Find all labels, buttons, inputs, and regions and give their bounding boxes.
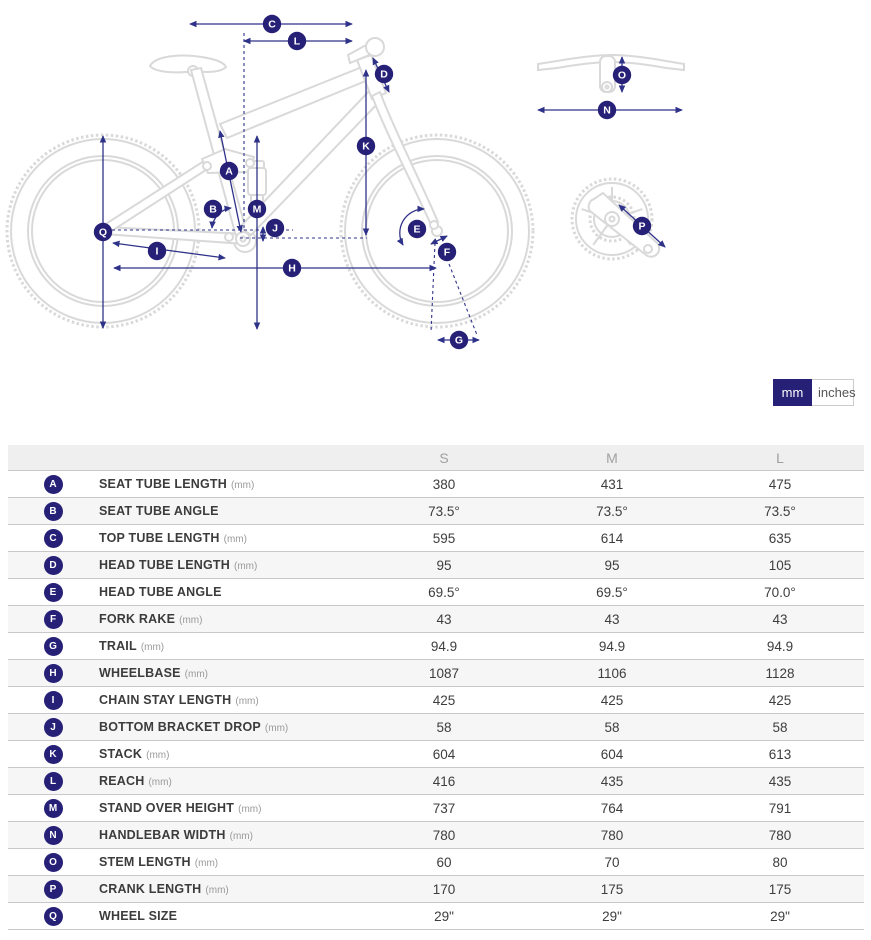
dim-badge-e	[408, 220, 426, 238]
table-row	[8, 606, 864, 633]
row-value-l: 29"	[770, 908, 790, 924]
table-header-row	[8, 445, 864, 471]
row-letter-badge: L	[44, 772, 63, 791]
table-row	[8, 525, 864, 552]
row-label: HEAD TUBE ANGLE	[99, 585, 222, 599]
dim-badge-a	[220, 162, 238, 180]
row-letter-badge: O	[44, 853, 63, 872]
geometry-diagram	[0, 0, 871, 372]
row-unit: (mm)	[184, 669, 208, 680]
table-row	[8, 903, 864, 930]
row-value-s: 425	[432, 692, 456, 708]
row-unit: (mm)	[146, 750, 170, 761]
row-value-s: 58	[436, 719, 452, 735]
row-value-s: 380	[432, 476, 456, 492]
row-value-m: 604	[600, 746, 624, 762]
svg-text:B: B	[209, 203, 217, 216]
svg-text:L: L	[293, 35, 301, 48]
row-label: REACH	[99, 774, 145, 788]
dim-badge-o	[613, 66, 631, 84]
row-value-s: 1087	[428, 665, 460, 681]
row-unit: (mm)	[229, 831, 253, 842]
col-header-s: S	[360, 445, 528, 471]
row-unit: (mm)	[235, 696, 259, 707]
svg-text:M: M	[252, 203, 262, 216]
row-value-m: 614	[600, 530, 624, 546]
row-label: SEAT TUBE ANGLE	[99, 504, 219, 518]
row-letter-badge: K	[44, 745, 63, 764]
row-unit: (mm)	[148, 777, 172, 788]
row-letter-badge: E	[44, 583, 63, 602]
row-letter-badge: H	[44, 664, 63, 683]
row-label: HANDLEBAR WIDTH	[99, 828, 226, 842]
geometry-table	[8, 445, 864, 930]
row-letter-badge: F	[44, 610, 63, 629]
row-unit: (mm)	[264, 723, 289, 734]
row-value-m: 764	[600, 800, 624, 816]
row-label: WHEEL SIZE	[99, 909, 178, 923]
row-label: STEM LENGTH	[99, 855, 191, 869]
row-value-m: 175	[600, 881, 624, 897]
row-value-l: 175	[768, 881, 792, 897]
row-value-l: 613	[768, 746, 792, 762]
row-value-s: 737	[432, 800, 456, 816]
units-toggle	[773, 379, 854, 406]
row-value-s: 416	[432, 773, 456, 789]
row-value-l: 105	[768, 557, 792, 573]
bike-geometry-svg	[0, 0, 871, 372]
dim-badge-h	[283, 259, 301, 277]
row-value-l: 58	[772, 719, 788, 735]
row-value-l: 73.5°	[764, 503, 796, 519]
dim-badge-j	[266, 219, 284, 237]
row-value-s: 170	[432, 881, 456, 897]
row-label: FORK RAKE	[99, 612, 176, 626]
dim-badge-i	[148, 242, 166, 260]
row-value-m: 69.5°	[596, 584, 628, 600]
row-value-s: 94.9	[430, 638, 458, 654]
table-row	[8, 822, 864, 849]
dim-badge-k	[357, 137, 375, 155]
dim-badge-d	[375, 65, 393, 83]
svg-text:D: D	[380, 68, 388, 81]
row-label: TRAIL	[99, 639, 137, 653]
row-unit: (mm)	[205, 885, 229, 896]
row-label: STACK	[99, 747, 143, 761]
svg-text:Q: Q	[98, 226, 108, 239]
row-unit: (mm)	[230, 480, 255, 491]
table-row	[8, 768, 864, 795]
row-letter-badge: A	[44, 475, 63, 494]
row-letter-badge: G	[44, 637, 63, 656]
table-row	[8, 795, 864, 822]
row-value-s: 69.5°	[428, 584, 460, 600]
row-unit: (mm)	[238, 804, 262, 815]
svg-text:I: I	[155, 245, 159, 258]
row-label: HEAD TUBE LENGTH	[99, 558, 230, 572]
row-value-m: 431	[600, 476, 624, 492]
row-value-s: 60	[436, 854, 452, 870]
dim-badge-b	[204, 200, 222, 218]
row-label: WHEELBASE	[99, 666, 181, 680]
row-value-m: 58	[604, 719, 620, 735]
row-value-s: 595	[432, 530, 456, 546]
row-value-l: 475	[768, 476, 792, 492]
handlebar-top-view-illustration	[538, 55, 684, 92]
svg-text:G: G	[454, 334, 464, 347]
row-value-m: 95	[604, 557, 620, 573]
table-row	[8, 687, 864, 714]
col-header-label-spacer	[98, 445, 360, 471]
row-value-l: 94.9	[766, 638, 794, 654]
row-value-l: 1128	[765, 665, 795, 681]
row-label: STAND OVER HEIGHT	[99, 801, 235, 815]
row-unit: (mm)	[194, 858, 219, 869]
col-header-badge-spacer	[8, 445, 98, 471]
row-label: BOTTOM BRACKET DROP	[99, 720, 261, 734]
row-letter-badge: I	[44, 691, 63, 710]
row-value-l: 80	[772, 854, 788, 870]
bike-side-view-illustration	[7, 35, 533, 327]
row-value-m: 29"	[602, 908, 622, 924]
row-value-s: 29"	[434, 908, 454, 924]
mm-button[interactable]: mm	[773, 379, 812, 406]
front-wheel-icon	[341, 135, 533, 327]
row-letter-badge: P	[44, 880, 63, 899]
svg-text:H: H	[288, 262, 296, 275]
row-unit: (mm)	[223, 534, 247, 545]
row-value-l: 70.0°	[764, 584, 796, 600]
col-header-m: M	[528, 445, 696, 471]
row-value-m: 425	[600, 692, 624, 708]
svg-text:A: A	[225, 165, 233, 178]
dim-badge-m	[248, 200, 266, 218]
row-value-s: 604	[432, 746, 456, 762]
dim-badge-c	[263, 15, 281, 33]
row-value-m: 435	[600, 773, 624, 789]
row-letter-badge: C	[44, 529, 63, 548]
svg-text:J: J	[272, 222, 278, 235]
row-value-m: 73.5°	[596, 503, 628, 519]
row-value-l: 435	[768, 773, 792, 789]
table-row	[8, 741, 864, 768]
row-value-l: 791	[768, 800, 792, 816]
row-label: CHAIN STAY LENGTH	[99, 693, 232, 707]
dim-badge-q	[94, 223, 112, 241]
dim-badge-p	[633, 217, 651, 235]
row-value-s: 43	[436, 611, 452, 627]
row-value-m: 94.9	[598, 638, 626, 654]
table-row	[8, 876, 864, 903]
row-value-s: 780	[432, 827, 456, 843]
row-label: SEAT TUBE LENGTH	[99, 477, 227, 491]
row-value-l: 635	[768, 530, 792, 546]
row-letter-badge: N	[44, 826, 63, 845]
svg-text:C: C	[268, 18, 276, 31]
row-value-m: 70	[604, 854, 620, 870]
row-letter-badge: D	[44, 556, 63, 575]
dim-badge-n	[598, 101, 616, 119]
svg-text:E: E	[413, 223, 421, 236]
svg-text:N: N	[603, 104, 611, 117]
row-value-l: 425	[768, 692, 792, 708]
row-value-m: 780	[600, 827, 624, 843]
row-unit: (mm)	[233, 561, 258, 572]
inches-button[interactable]: inches	[812, 379, 854, 406]
row-value-s: 95	[436, 557, 452, 573]
svg-text:P: P	[638, 220, 646, 233]
table-row	[8, 849, 864, 876]
row-letter-badge: B	[44, 502, 63, 521]
dim-badge-g	[450, 331, 468, 349]
row-value-s: 73.5°	[428, 503, 460, 519]
row-label: TOP TUBE LENGTH	[99, 531, 220, 545]
table-row	[8, 471, 864, 498]
row-letter-badge: M	[44, 799, 63, 818]
dim-badge-f	[438, 243, 456, 261]
row-value-l: 780	[768, 827, 792, 843]
svg-text:O: O	[617, 69, 627, 82]
row-label: CRANK LENGTH	[99, 882, 202, 896]
row-letter-badge: J	[44, 718, 63, 737]
row-value-m: 43	[604, 611, 620, 627]
row-value-m: 1106	[597, 665, 627, 681]
table-row	[8, 579, 864, 606]
col-header-l: L	[696, 445, 864, 471]
row-value-l: 43	[772, 611, 788, 627]
table-row	[8, 498, 864, 525]
row-unit: (mm)	[140, 642, 165, 653]
row-unit: (mm)	[179, 615, 203, 626]
dim-badge-l	[288, 32, 306, 50]
svg-text:K: K	[362, 140, 370, 153]
table-row	[8, 633, 864, 660]
svg-text:F: F	[443, 246, 451, 259]
table-row	[8, 552, 864, 579]
row-letter-badge: Q	[44, 907, 63, 926]
table-row	[8, 660, 864, 687]
table-row	[8, 714, 864, 741]
